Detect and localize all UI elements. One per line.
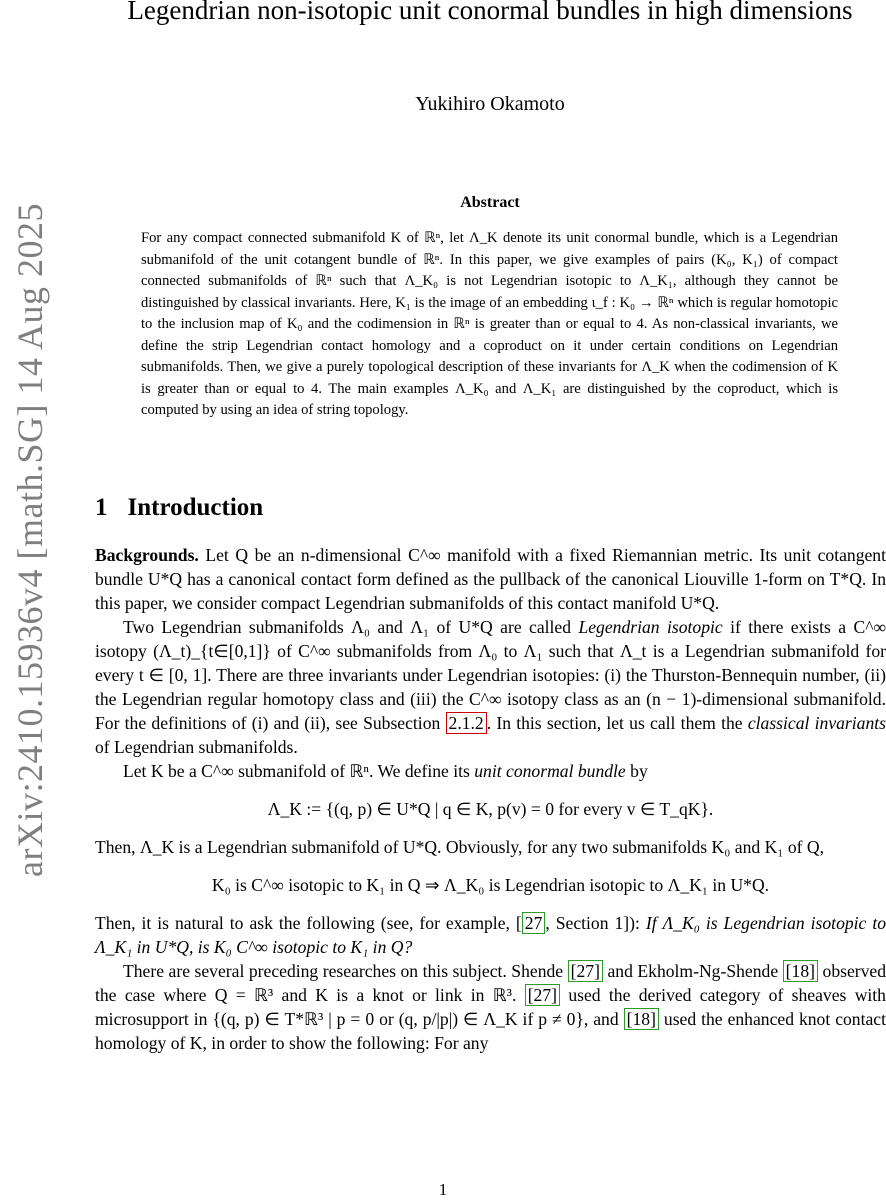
paragraph-text: by	[630, 761, 648, 781]
equation-implication: K₀ is C^∞ isotopic to K₁ in Q ⇒ Λ_K₀ is Legendrian isotopic to Λ_K₁ in U*Q.	[211, 875, 770, 895]
arxiv-id: arXiv:2410.15936v4 [math.SG] 14 Aug 2025	[10, 203, 50, 877]
abstract-text: For any compact connected submanifold K of ℝⁿ, let Λ_K denote its unit conormal bundle, which is a Legendrian submanifold of the unit cotangent bundle of ℝⁿ. In this paper, we give examples of pairs (K₀, K₁) of compact connected submanifolds of ℝⁿ such that Λ_K₀ is not Legendrian isotopic to Λ_K₁, although they cannot be distinguished by classical invariants. Here, K₁ is the image of an embedding ι_f : K₀ → ℝⁿ which is regular homotopic to the inclusion map of K₀ and the codimension in ℝⁿ is greater than or equal to 4. As non-classical invariants, we define the strip Legendrian contact homology and a coproduct on it under certain conditions on Legendrian submanifolds. Then, we give a purely topological description of these invariants for Λ_K when the codimension of K is greater than or equal to 4. The main examples Λ_K₀ and Λ_K₁ are distinguished by the coproduct, which is computed by using an idea of string topology.	[141, 230, 838, 418]
emphasis: Legendrian isotopic	[578, 617, 723, 637]
citation-link[interactable]: [18]	[783, 960, 818, 982]
page-number: 1	[438, 1180, 448, 1199]
paragraph-backgrounds	[95, 543, 886, 615]
citation-link[interactable]: 27	[522, 912, 546, 934]
emphasis: unit conormal bundle	[474, 761, 626, 781]
subsection-link[interactable]: 2.1.2	[446, 712, 487, 734]
section-body	[95, 543, 886, 1055]
paragraph-text: of Legendrian submanifolds.	[95, 737, 298, 757]
paragraph-preceding-research	[95, 959, 886, 1055]
paper-title: Legendrian non-isotopic unit conormal bundles in high dimensions	[127, 0, 853, 25]
citation-link[interactable]: [27]	[525, 984, 560, 1006]
paragraph-unit-conormal	[95, 759, 886, 783]
citation-link[interactable]: [27]	[568, 960, 603, 982]
arxiv-sidebar-stamp	[0, 203, 60, 877]
paragraph-text: observed the case where Q = ℝ³ and K is a knot or link in ℝ³.	[95, 961, 886, 1005]
paragraph-text: There are several preceding researches on this subject. Shende	[123, 961, 564, 981]
paragraph-text: used the derived category of sheaves with microsupport in {(q, p) ∈ T*ℝ³ | p = 0 or (q, p/|p|) ∈ Λ_K if p ≠ 0}, and	[95, 985, 886, 1029]
paragraph-question: Then, it is natural to ask the following (see, for example, [ 27 , Section 1]): If Λ_K₀ is Legendrian isotopic to Λ_K₁ in U*Q, is K₀ C^∞ isotopic to K₁ in Q?	[95, 913, 886, 957]
abstract-body	[141, 228, 838, 422]
paragraph-text: Let Q be an n-dimensional C^∞ manifold with a fixed Riemannian metric. Its unit cotangent bundle U*Q has a canonical contact form defined as the pullback of the canonical Liouville 1-form on T*Q. In this paper, we consider compact Legendrian submanifolds of this contact manifold U*Q.	[95, 545, 886, 613]
paragraph-text: Let K be a C^∞ submanifold of ℝⁿ. We define its	[123, 761, 470, 781]
paragraph-text: , Section 1]):	[545, 913, 640, 933]
section-title: Introduction	[127, 494, 264, 521]
paragraph-lead: Backgrounds.	[95, 545, 199, 565]
paragraph-text: Then, it is natural to ask the following (see, for example,	[95, 913, 510, 933]
paragraph-text: if there exists a C^∞ isotopy (Λ_t)_{t∈[0,1]} of C^∞ submanifolds from Λ₀ to Λ₁ such that Λ_t is a Legendrian submanifold for every t ∈ [0, 1]. There are three invariants under Legendrian isotopies: (i) the Thurston-Bennequin number, (ii) the Legendrian regular homotopy class and (iii) the C^∞ isotopy class as an (n − 1)-dimensional submanifold. For the definitions of (i) and (ii), see Subsection	[95, 617, 886, 733]
paragraph-text: . In this section, let us call them the	[486, 713, 743, 733]
emphasis: If Λ_K₀ is Legendrian isotopic to Λ_K₁ in U*Q, is K₀ C^∞ isotopic to K₁ in Q?	[95, 913, 886, 957]
citation-link[interactable]: [18]	[624, 1008, 659, 1030]
paragraph-legendrian-isotopic	[95, 615, 886, 759]
equation-conormal: Λ_K := {(q, p) ∈ U*Q | q ∈ K, p(v) = 0 for every v ∈ T_qK}.	[267, 799, 714, 819]
paragraph-then: Then, Λ_K is a Legendrian submanifold of U*Q. Obviously, for any two submanifolds K₀ and K₁ of Q,	[95, 837, 824, 857]
section-number: 1	[95, 494, 108, 521]
paper-author: Yukihiro Okamoto	[415, 93, 565, 115]
paragraph-text: and Ekholm-Ng-Shende	[607, 961, 779, 981]
paragraph-text: Two Legendrian submanifolds Λ₀ and Λ₁ of U*Q are called	[123, 617, 572, 637]
paragraph-text: used the enhanced knot contact homology of K, in order to show the following: For any	[95, 1009, 886, 1053]
section-heading	[95, 494, 263, 522]
abstract-heading: Abstract	[460, 194, 520, 211]
emphasis: classical invariants	[747, 713, 886, 733]
